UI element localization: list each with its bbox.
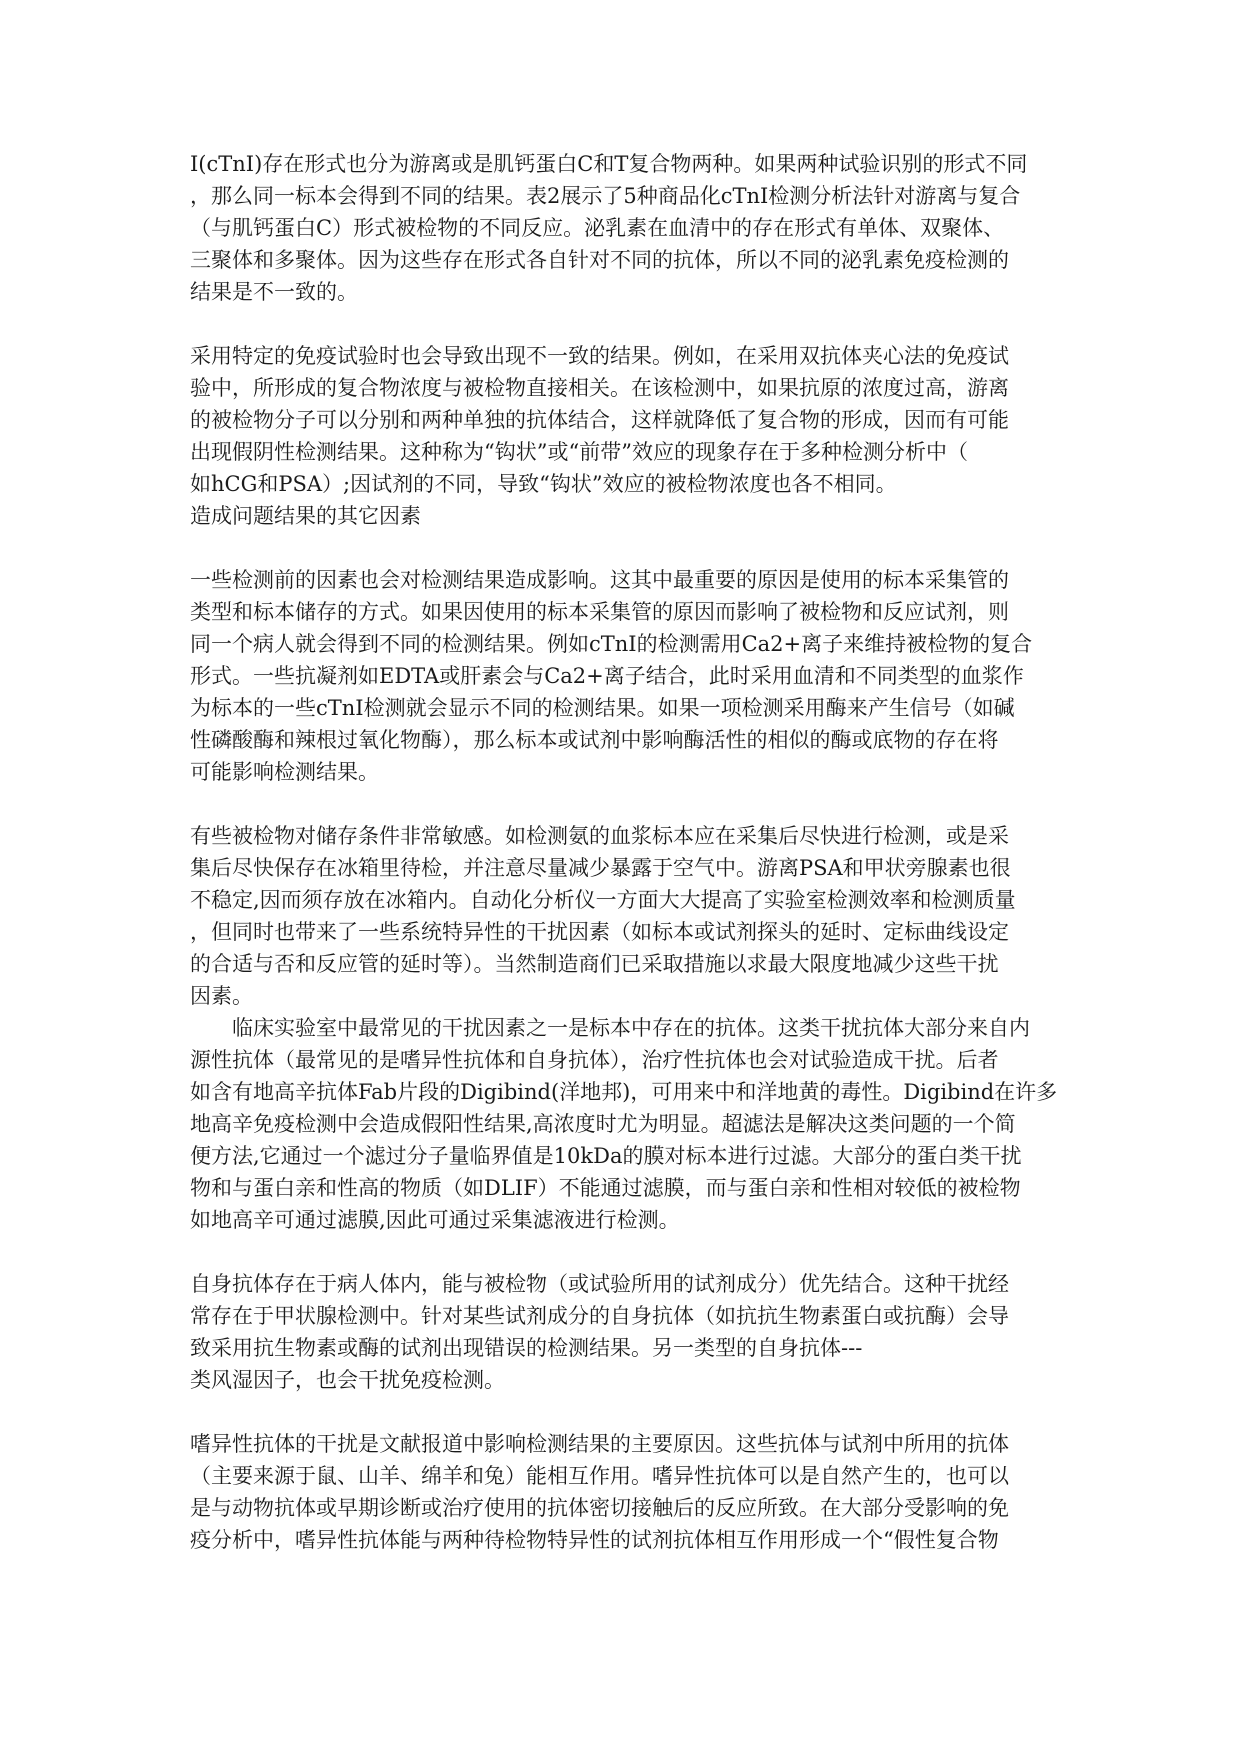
text-line: 自身抗体存在于病人体内，能与被检物（或试验所用的试剂成分）优先结合。这种干扰经 [190,1272,1009,1296]
text-line: 类型和标本储存的方式。如果因使用的标本采集管的原因而影响了被检物和反应试剂，则 [190,600,1009,624]
text-line: ，那么同一标本会得到不同的结果。表2展示了5种商品化cTnI检测分析法针对游离与复合 [190,184,1021,208]
text-line: 是与动物抗体或早期诊断或治疗使用的抗体密切接触后的反应所致。在大部分受影响的免 [190,1496,1009,1520]
text-line: 致采用抗生物素或酶的试剂出现错误的检测结果。另一类型的自身抗体--- [190,1336,863,1360]
text-line: 疫分析中，嗜异性抗体能与两种待检物特异性的试剂抗体相互作用形成一个“假性复合物 [190,1528,999,1552]
text-line: 一些检测前的因素也会对检测结果造成影响。这其中最重要的原因是使用的标本采集管的 [190,568,1009,592]
text-line: 有些被检物对储存条件非常敏感。如检测氨的血浆标本应在采集后尽快进行检测，或是采 [190,824,1009,848]
text-line: 可能影响检测结果。 [190,760,379,784]
text-line: 验中，所形成的复合物浓度与被检物直接相关。在该检测中，如果抗原的浓度过高，游离 [190,376,1009,400]
text-line: 三聚体和多聚体。因为这些存在形式各自针对不同的抗体，所以不同的泌乳素免疫检测的 [190,248,1009,272]
text-line: 便方法,它通过一个滤过分子量临界值是10kDa的膜对标本进行过滤。大部分的蛋白类干扰 [190,1144,1022,1168]
text-line: 临床实验室中最常见的干扰因素之一是标本中存在的抗体。这类干扰抗体大部分来自内 [232,1016,1030,1040]
text-line: 如含有地高辛抗体Fab片段的Digibind(洋地邦)，可用来中和洋地黄的毒性。Digibind在许多 [190,1080,1058,1104]
text-line: （与肌钙蛋白C）形式被检物的不同反应。泌乳素在血清中的存在形式有单体、双聚体、 [190,216,1005,240]
text-line: （主要来源于鼠、山羊、绵羊和兔）能相互作用。嗜异性抗体可以是自然产生的，也可以 [190,1464,1009,1488]
paragraph-gap [190,532,1050,564]
text-line: 为标本的一些cTnI检测就会显示不同的检测结果。如果一项检测采用酶来产生信号（如碱 [190,696,1015,720]
text-line: 性磷酸酶和辣根过氧化物酶），那么标本或试剂中影响酶活性的相似的酶或底物的存在将 [190,728,999,752]
paragraph-gap [190,308,1050,340]
text-line: ，但同时也带来了一些系统特异性的干扰因素（如标本或试剂探头的延时、定标曲线设定 [190,920,1009,944]
text-line: 集后尽快保存在冰箱里待检，并注意尽量减少暴露于空气中。游离PSA和甲状旁腺素也很 [190,856,1011,880]
text-line: 形式。一些抗凝剂如EDTA或肝素会与Ca2+离子结合，此时采用血清和不同类型的血浆作 [190,664,1024,688]
text-line: 采用特定的免疫试验时也会导致出现不一致的结果。例如，在采用双抗体夹心法的免疫试 [190,344,1009,368]
text-line: 的合适与否和反应管的延时等）。当然制造商们已采取措施以求最大限度地减少这些干扰 [190,952,999,976]
text-line: 地高辛免疫检测中会造成假阳性结果,高浓度时尤为明显。超滤法是解决这类问题的一个简 [190,1112,1016,1136]
text-line: 嗜异性抗体的干扰是文献报道中影响检测结果的主要原因。这些抗体与试剂中所用的抗体 [190,1432,1009,1456]
text-line: 出现假阴性检测结果。这种称为“钩状”或“前带”效应的现象存在于多种检测分析中（ [190,440,968,464]
text-line: 源性抗体（最常见的是嗜异性抗体和自身抗体），治疗性抗体也会对试验造成干扰。后者 [190,1048,999,1072]
text-line: 因素。 [190,984,253,1008]
text-line: 造成问题结果的其它因素 [190,504,421,528]
paragraph-gap [190,788,1050,820]
text-line: 的被检物分子可以分别和两种单独的抗体结合，这样就降低了复合物的形成，因而有可能 [190,408,1009,432]
text-line: 类风湿因子，也会干扰免疫检测。 [190,1368,505,1392]
text-line: 不稳定,因而须存放在冰箱内。自动化分析仪一方面大大提高了实验室检测效率和检测质量 [190,888,1016,912]
paragraph-gap [190,1396,1050,1428]
text-line: 物和与蛋白亲和性高的物质（如DLIF）不能通过滤膜，而与蛋白亲和性相对较低的被检物 [190,1176,1021,1200]
paragraph-gap [190,1236,1050,1268]
text-line: 同一个病人就会得到不同的检测结果。例如cTnI的检测需用Ca2+离子来维持被检物的复合 [190,632,1033,656]
text-line: 结果是不一致的。 [190,280,358,304]
text-line: 常存在于甲状腺检测中。针对某些试剂成分的自身抗体（如抗抗生物素蛋白或抗酶）会导 [190,1304,1009,1328]
text-line: I(cTnI)存在形式也分为游离或是肌钙蛋白C和T复合物两种。如果两种试验识别的形式不同 [190,152,1028,176]
document-body [190,148,1058,1556]
text-line: 如地高辛可通过滤膜,因此可通过采集滤液进行检测。 [190,1208,680,1232]
text-line: 如hCG和PSA）;因试剂的不同，导致“钩状”效应的被检物浓度也各不相同。 [190,472,897,496]
